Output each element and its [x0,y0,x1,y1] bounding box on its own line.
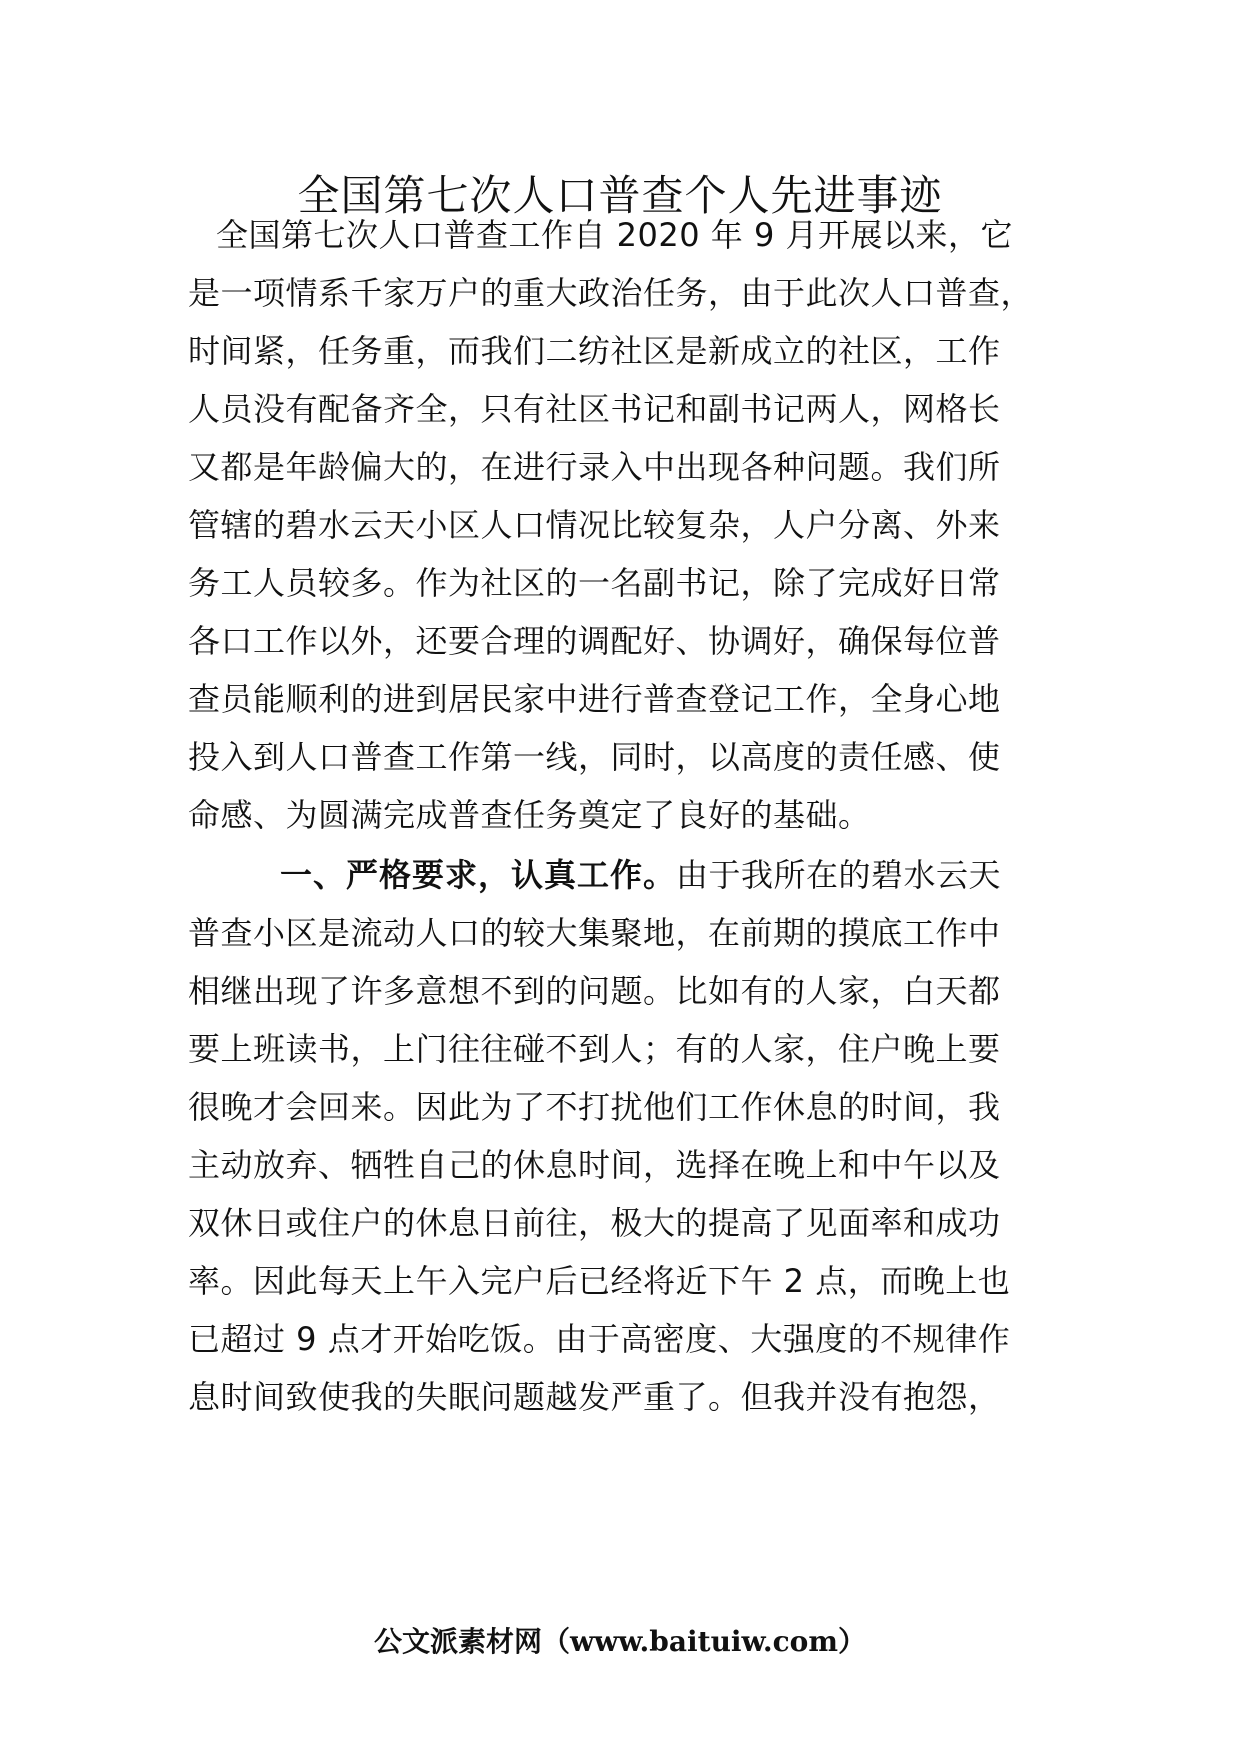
section-heading-rest: 由于我所在的碧水云天 [676,856,1002,894]
paragraph-line: 又都是年龄偏大的，在进行录入中出现各种问题。我们所 [188,448,1001,486]
paragraph-line: 管辖的碧水云天小区人口情况比较复杂，人户分离、外来 [188,506,1001,544]
paragraph-line: 已超过 9 点才开始吃饭。由于高密度、大强度的不规律作 [188,1320,1011,1358]
paragraph-line: 务工人员较多。作为社区的一名副书记，除了完成好日常 [188,564,1001,602]
section-heading: 一、严格要求，认真工作。 [280,856,677,894]
paragraph-line: 普查小区是流动人口的较大集聚地，在前期的摸底工作中 [188,914,1001,952]
paragraph-line: 人员没有配备齐全，只有社区书记和副书记两人，网格长 [188,390,1001,428]
paragraph-line: 时间紧，任务重，而我们二纺社区是新成立的社区，工作 [188,332,1001,370]
footer-watermark-text: 公文派素材网（www.baituiw.com） [374,1625,866,1658]
paragraph-line: 全国第七次人口普查工作自 2020 年 9 月开展以来，它 [216,216,1013,254]
paragraph-line: 很晚才会回来。因此为了不打扰他们工作休息的时间，我 [188,1088,1001,1126]
paragraph-line: 相继出现了许多意想不到的问题。比如有的人家，白天都 [188,972,1001,1010]
paragraph-line: 是一项情系千家万户的重大政治任务，由于此次人口普查， [188,274,1034,312]
paragraph-line: 率。因此每天上午入完户后已经将近下午 2 点，而晚上也 [188,1262,1011,1300]
paragraph-line: 各口工作以外，还要合理的调配好、协调好，确保每位普 [188,622,1001,660]
paragraph-line: 息时间致使我的失眠问题越发严重了。但我并没有抱怨， [188,1378,1001,1416]
paragraph-line: 双休日或住户的休息日前往，极大的提高了见面率和成功 [188,1204,1001,1242]
paragraph-line: 投入到人口普查工作第一线，同时，以高度的责任感、使 [188,738,1001,776]
paragraph-line: 要上班读书，上门往往碰不到人；有的人家，住户晚上要 [188,1030,1001,1068]
paragraph-line: 查员能顺利的进到居民家中进行普查登记工作，全身心地 [188,680,1001,718]
section-heading-line [280,845,1001,905]
paragraph-line: 命感、为圆满完成普查任务奠定了良好的基础。 [188,796,871,834]
paragraph-line: 主动放弃、牺牲自己的休息时间，选择在晚上和中午以及 [188,1146,1001,1184]
document-title: 全国第七次人口普查个人先进事迹 [297,171,943,220]
